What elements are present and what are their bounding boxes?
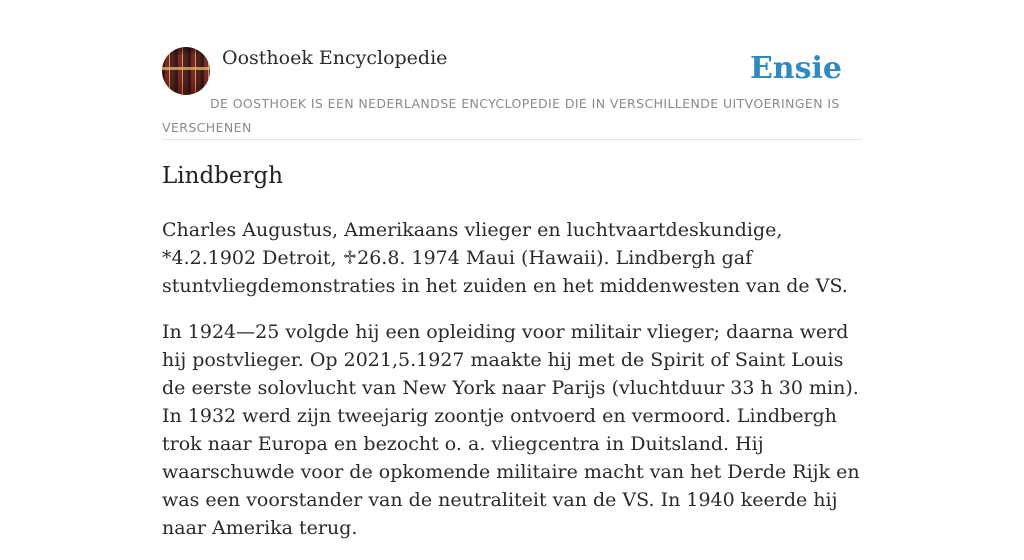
ensie-logo-link[interactable]: Ensie: [749, 51, 842, 86]
encyclopedia-avatar[interactable]: [162, 47, 210, 95]
site-tagline: DE OOSTHOEK IS EEN NEDERLANDSE ENCYCLOPEDIE DIE IN VERSCHILLENDE UITVOERINGEN IS VERSCHENEN: [162, 96, 840, 135]
article-paragraph: In 1924—25 volgde hij een opleiding voor militair vlieger; daarna werd hij postvlieger. Op 2021,5.1927 maakte hij met de Spirit of Saint Louis de eerste solovlucht van New York naar Parijs (vluchtduur 33 h 30 min). In 1932 werd zijn tweejarig zoontje ontvoerd en vermoord. Lindbergh trok naar Europa en bezocht o. a. vliegcentra in Duitsland. Hij waarschuwde voor de opkomende militaire macht van het Derde Rijk en was een voorstander van de neutraliteit van de VS. In 1940 keerde hij naar Amerika terug.: [162, 321, 860, 539]
article-title: Lindbergh: [162, 163, 284, 189]
site-name[interactable]: Oosthoek Encyclopedie: [222, 47, 448, 69]
article-body: [162, 216, 864, 560]
site-header: [162, 40, 862, 140]
article-paragraph: Charles Augustus, Amerikaans vlieger en luchtvaartdeskundige, *4.2.1902 Detroit, ♱26.8. 1974 Maui (Hawaii). Lindbergh gaf stuntvliegdemonstraties in het zuiden en het middenwesten van de VS.: [162, 219, 848, 297]
